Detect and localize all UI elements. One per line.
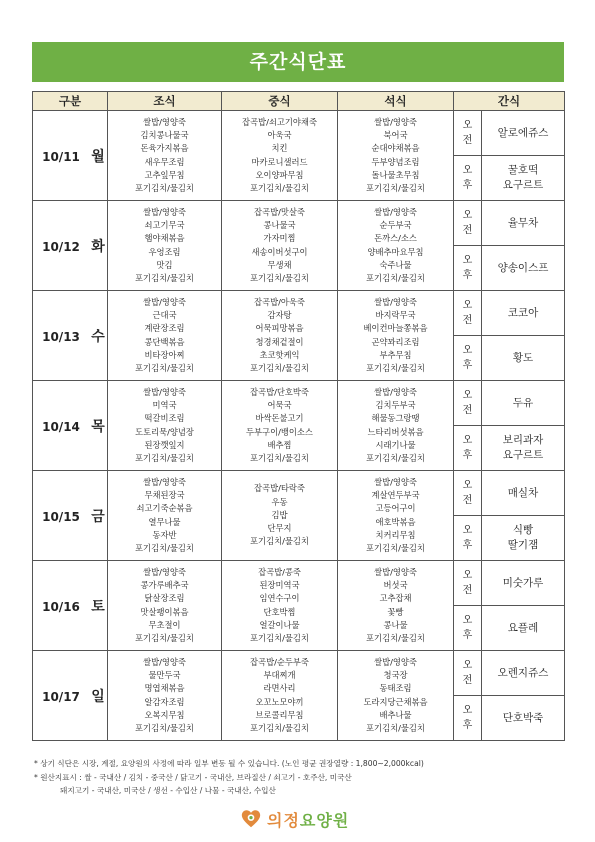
snack-pm-value xyxy=(482,156,565,201)
table-row xyxy=(33,201,565,246)
snack-pm-label xyxy=(454,156,482,201)
menu-item: 포기김치/물김치 xyxy=(250,182,309,193)
menu-item: 잡곡밥/타락죽 xyxy=(254,483,305,494)
menu-item: 미역국 xyxy=(152,400,177,411)
snack-am-label-line: 오 xyxy=(462,210,473,221)
snack-am-value xyxy=(482,471,565,516)
menu-item: 새우무조림 xyxy=(144,156,185,167)
weekday-label: 금 xyxy=(91,508,105,525)
note-line: * 원산지표시 : 쌀 - 국내산 / 김치 - 중국산 / 닭고기 - 국내산, 브라질산 / 쇠고기 - 호주산, 미국산 xyxy=(34,772,352,782)
menu-item: 쌀밥/영양죽 xyxy=(143,566,186,577)
menu-item: 무생채 xyxy=(267,259,292,270)
menu-item: 꿀호떡 xyxy=(507,164,539,176)
menu-item: 잡곡밥/콩죽 xyxy=(258,566,301,577)
menu-item: 맛살팽이볶음 xyxy=(140,606,189,617)
header-dinner: 석식 xyxy=(338,92,454,111)
snack-pm-label-line: 후 xyxy=(462,720,473,731)
table-row xyxy=(33,381,565,426)
snack-am-label-line: 전 xyxy=(462,315,473,326)
menu-item: 감자탕 xyxy=(267,310,292,321)
menu-item: 해물동그랑땡 xyxy=(371,413,420,424)
menu-item: 포기김치/물김치 xyxy=(366,362,425,373)
menu-item: 포기김치/물김치 xyxy=(250,536,309,547)
snack-pm-label-line: 오 xyxy=(462,615,473,626)
menu-item: 김밥 xyxy=(271,509,288,520)
menu-item: 잡곡밥/단호박죽 xyxy=(250,386,309,397)
table-row xyxy=(33,651,565,696)
date-label: 10/16 xyxy=(42,599,80,614)
lunch-cell xyxy=(222,471,338,561)
date-label: 10/12 xyxy=(42,239,80,254)
menu-item: 오이양파무침 xyxy=(255,169,304,180)
snack-am-label xyxy=(454,201,482,246)
breakfast-cell xyxy=(108,651,222,741)
logo-text-part1: 의정 xyxy=(267,810,300,830)
menu-item: 우엉조림 xyxy=(148,246,181,257)
menu-item: 두부양념조림 xyxy=(371,156,420,167)
menu-item: 비타장아찌 xyxy=(144,349,185,360)
table-row xyxy=(33,561,565,606)
snack-am-value xyxy=(482,561,565,606)
weekly-menu-table xyxy=(32,91,565,741)
menu-item: 김치두부국 xyxy=(375,400,416,411)
snack-am-label-line: 전 xyxy=(462,675,473,686)
menu-item: 꽃빵 xyxy=(387,606,404,617)
menu-item: 가자미찜 xyxy=(263,233,296,244)
menu-item: 단호박죽 xyxy=(502,711,544,724)
menu-item: 숙주나물 xyxy=(379,259,412,270)
menu-item: 버섯국 xyxy=(383,580,408,591)
snack-am-label-line: 오 xyxy=(462,570,473,581)
snack-am-label-line: 오 xyxy=(462,390,473,401)
menu-item: 아욱국 xyxy=(267,130,292,141)
menu-item: 명엽채볶음 xyxy=(144,683,185,694)
menu-item: 포기김치/물김치 xyxy=(135,452,194,463)
snack-am-label xyxy=(454,291,482,336)
menu-item: 김치콩나물국 xyxy=(140,130,189,141)
menu-item: 잡곡밥/순두부죽 xyxy=(250,656,309,667)
table-row xyxy=(33,291,565,336)
breakfast-cell xyxy=(108,291,222,381)
menu-item: 맛김 xyxy=(156,259,173,270)
menu-item: 포기김치/물김치 xyxy=(135,722,194,733)
menu-item: 양송이스프 xyxy=(497,261,549,274)
snack-am-label-line: 전 xyxy=(462,495,473,506)
menu-item: 도토리묵/양념장 xyxy=(135,426,194,437)
snack-pm-label-line: 오 xyxy=(462,345,473,356)
menu-item: 돈육가지볶음 xyxy=(140,143,189,154)
menu-item: 포기김치/물김치 xyxy=(366,632,425,643)
snack-am-label-line: 오 xyxy=(462,480,473,491)
snack-am-label xyxy=(454,471,482,516)
menu-item: 배추찜 xyxy=(267,439,292,450)
snack-am-label-line: 전 xyxy=(462,135,473,146)
dinner-cell xyxy=(338,561,454,651)
snack-pm-label-line: 오 xyxy=(462,435,473,446)
menu-item: 쇠고기무국 xyxy=(144,220,185,231)
menu-item: 쌀밥/영양죽 xyxy=(143,206,186,217)
menu-item: 포기김치/물김치 xyxy=(135,362,194,373)
snack-am-label xyxy=(454,651,482,696)
header-gubun: 구분 xyxy=(33,92,108,111)
menu-item: 알감자조림 xyxy=(144,696,185,707)
menu-item: 브로콜리무침 xyxy=(255,709,304,720)
menu-item: 두부구이/뱅이소스 xyxy=(246,426,313,437)
dinner-cell xyxy=(338,201,454,291)
menu-item: 쌀밥/영양죽 xyxy=(374,296,417,307)
menu-item: 포기김치/물김치 xyxy=(135,542,194,553)
date-cell xyxy=(33,201,108,291)
snack-am-label-line: 오 xyxy=(462,120,473,131)
date-label: 10/14 xyxy=(42,419,80,434)
menu-item: 오꼬노모야끼 xyxy=(255,696,304,707)
menu-item: 돌나물초무침 xyxy=(371,169,420,180)
breakfast-cell xyxy=(108,201,222,291)
menu-item: 햄야채볶음 xyxy=(144,233,185,244)
menu-item: 황도 xyxy=(512,351,534,364)
menu-item: 초코핫케익 xyxy=(259,349,300,360)
header-snack: 간식 xyxy=(454,92,565,111)
menu-item: 라면사리 xyxy=(263,683,296,694)
menu-item: 바싹돈불고기 xyxy=(255,413,304,424)
snack-am-label xyxy=(454,111,482,156)
menu-item: 오렌지쥬스 xyxy=(497,666,549,679)
menu-item: 포기김치/물김치 xyxy=(250,362,309,373)
date-cell xyxy=(33,651,108,741)
menu-item: 양배추마요무침 xyxy=(367,246,424,257)
note-line: 돼지고기 - 국내산, 미국산 / 생선 - 수입산 / 나물 - 국내산, 수입산 xyxy=(60,786,276,795)
menu-item: 보리과자 xyxy=(502,434,544,446)
facility-logo xyxy=(240,805,349,833)
menu-item: 요플레 xyxy=(507,621,539,634)
menu-item: 치커리무침 xyxy=(375,529,416,540)
menu-item: 닭살장조림 xyxy=(144,593,185,604)
date-cell xyxy=(33,111,108,201)
snack-pm-label-line: 오 xyxy=(462,705,473,716)
snack-pm-label-line: 후 xyxy=(462,180,473,191)
menu-item: 시래기나물 xyxy=(375,439,416,450)
snack-pm-value xyxy=(482,336,565,381)
menu-item: 쌀밥/영양죽 xyxy=(143,116,186,127)
logo-text-part2: 요양원 xyxy=(299,810,350,830)
menu-item: 쌀밥/영양죽 xyxy=(374,476,417,487)
weekday-label: 수 xyxy=(91,328,105,345)
menu-item: 돈까스/소스 xyxy=(374,233,417,244)
dinner-cell xyxy=(338,291,454,381)
menu-item: 어묵국 xyxy=(267,400,292,411)
menu-item: 치킨 xyxy=(271,143,288,154)
menu-item: 쇠고기죽순볶음 xyxy=(136,503,193,514)
snack-am-label xyxy=(454,381,482,426)
weekday-label: 목 xyxy=(91,418,105,435)
menu-item: 부추무침 xyxy=(379,349,412,360)
date-label: 10/15 xyxy=(42,509,80,524)
menu-item: 청경채겉절이 xyxy=(255,336,304,347)
logo-text xyxy=(267,808,349,831)
table-row xyxy=(33,111,565,156)
notes xyxy=(34,757,424,798)
menu-item: 콩나물 xyxy=(383,619,408,630)
menu-item: 된장미역국 xyxy=(259,580,300,591)
snack-am-label-line: 오 xyxy=(462,300,473,311)
menu-item: 쌀밥/영양죽 xyxy=(143,296,186,307)
header-breakfast: 조식 xyxy=(108,92,222,111)
menu-item: 딸기잼 xyxy=(507,539,539,551)
menu-item: 부대찌개 xyxy=(263,670,296,681)
menu-item: 청국장 xyxy=(383,670,408,681)
date-label: 10/11 xyxy=(42,149,80,164)
menu-item: 고등어구이 xyxy=(375,503,416,514)
menu-item: 계란장조림 xyxy=(144,323,185,334)
snack-am-value xyxy=(482,111,565,156)
menu-item: 쌀밥/영양죽 xyxy=(143,476,186,487)
dinner-cell xyxy=(338,471,454,561)
menu-item: 마카로니샐러드 xyxy=(251,156,308,167)
page-title: 주간식단표 xyxy=(32,42,564,82)
date-cell xyxy=(33,381,108,471)
breakfast-cell xyxy=(108,381,222,471)
menu-item: 잡곡밥/쇠고기야채죽 xyxy=(242,116,317,127)
menu-item: 쌀밥/영양죽 xyxy=(143,656,186,667)
menu-item: 잡곡밥/아욱죽 xyxy=(254,296,305,307)
menu-item: 애호박볶음 xyxy=(375,516,416,527)
menu-item: 바지락무국 xyxy=(375,310,416,321)
date-cell xyxy=(33,471,108,561)
snack-pm-value xyxy=(482,516,565,561)
menu-item: 계살연두부국 xyxy=(371,490,420,501)
lunch-cell xyxy=(222,111,338,201)
menu-item: 식빵 xyxy=(512,524,534,536)
snack-pm-value xyxy=(482,696,565,741)
snack-pm-value xyxy=(482,426,565,471)
menu-item: 잡곡밥/맛살죽 xyxy=(254,206,305,217)
menu-item: 느타리버섯볶음 xyxy=(367,426,424,437)
snack-am-label-line: 전 xyxy=(462,585,473,596)
snack-pm-label xyxy=(454,246,482,291)
weekday-label: 화 xyxy=(91,238,105,255)
snack-pm-label-line: 후 xyxy=(462,270,473,281)
menu-item: 베이컨마늘쫑볶음 xyxy=(363,323,428,334)
menu-item: 동자반 xyxy=(152,529,177,540)
menu-item: 쌀밥/영양죽 xyxy=(374,566,417,577)
snack-pm-label-line: 오 xyxy=(462,165,473,176)
date-label: 10/13 xyxy=(42,329,80,344)
breakfast-cell xyxy=(108,111,222,201)
snack-am-value xyxy=(482,651,565,696)
weekday-label: 토 xyxy=(91,598,105,615)
menu-item: 콩단백볶음 xyxy=(144,336,185,347)
menu-item: 쌀밥/영양죽 xyxy=(374,656,417,667)
menu-item: 미숫가루 xyxy=(502,576,544,589)
menu-item: 쌀밥/영양죽 xyxy=(374,206,417,217)
menu-item: 쌀밥/영양죽 xyxy=(374,116,417,127)
menu-item: 포기김치/물김치 xyxy=(366,182,425,193)
menu-item: 배추나물 xyxy=(379,709,412,720)
dinner-cell xyxy=(338,111,454,201)
snack-am-value xyxy=(482,201,565,246)
menu-item: 알로에쥬스 xyxy=(497,126,549,139)
menu-item: 무채된장국 xyxy=(144,490,185,501)
menu-item: 율무차 xyxy=(507,216,539,229)
lunch-cell xyxy=(222,651,338,741)
menu-item: 콩나물국 xyxy=(263,220,296,231)
menu-item: 무초절이 xyxy=(148,619,181,630)
breakfast-cell xyxy=(108,561,222,651)
menu-item: 임연수구이 xyxy=(259,593,300,604)
menu-item: 고추잎무침 xyxy=(144,169,185,180)
menu-item: 쌀밥/영양죽 xyxy=(143,386,186,397)
dinner-cell xyxy=(338,651,454,741)
snack-pm-label xyxy=(454,336,482,381)
snack-pm-label-line: 오 xyxy=(462,255,473,266)
menu-item: 북어국 xyxy=(383,130,408,141)
header-lunch: 중식 xyxy=(222,92,338,111)
snack-pm-label-line: 후 xyxy=(462,360,473,371)
menu-item: 단호박찜 xyxy=(263,606,296,617)
menu-item: 오복지무침 xyxy=(144,709,185,720)
dinner-cell xyxy=(338,381,454,471)
date-cell xyxy=(33,291,108,381)
menu-item: 포기김치/물김치 xyxy=(250,272,309,283)
menu-item: 포기김치/물김치 xyxy=(250,722,309,733)
menu-item: 포기김치/물김치 xyxy=(366,722,425,733)
menu-item: 포기김치/물김치 xyxy=(135,632,194,643)
snack-pm-label-line: 후 xyxy=(462,630,473,641)
snack-pm-label-line: 후 xyxy=(462,450,473,461)
snack-pm-value xyxy=(482,606,565,651)
menu-item: 코코아 xyxy=(507,306,539,319)
snack-am-label-line: 오 xyxy=(462,660,473,671)
menu-item: 포기김치/물김치 xyxy=(366,542,425,553)
snack-pm-label xyxy=(454,516,482,561)
menu-item: 요구르트 xyxy=(502,179,544,191)
menu-item: 요구르트 xyxy=(502,449,544,461)
lunch-cell xyxy=(222,561,338,651)
menu-item: 도라지당근채볶음 xyxy=(363,696,428,707)
menu-item: 근대국 xyxy=(152,310,177,321)
menu-item: 포기김치/물김치 xyxy=(135,272,194,283)
snack-pm-label-line: 후 xyxy=(462,540,473,551)
menu-item: 순두부국 xyxy=(379,220,412,231)
lunch-cell xyxy=(222,381,338,471)
menu-item: 쌀밥/영양죽 xyxy=(374,386,417,397)
date-label: 10/17 xyxy=(42,689,80,704)
menu-item: 된장깻잎지 xyxy=(144,439,185,450)
menu-item: 포기김치/물김치 xyxy=(366,272,425,283)
snack-am-label xyxy=(454,561,482,606)
menu-item: 곤약꽈리조림 xyxy=(371,336,420,347)
menu-item: 어묵피망볶음 xyxy=(255,323,304,334)
menu-item: 두유 xyxy=(512,396,534,409)
snack-am-label-line: 전 xyxy=(462,225,473,236)
menu-item: 단무지 xyxy=(267,523,292,534)
menu-item: 얼갈이나물 xyxy=(259,619,300,630)
menu-item: 매실차 xyxy=(507,486,539,499)
menu-item: 콩가루배추국 xyxy=(140,580,189,591)
menu-item: 열무나물 xyxy=(148,516,181,527)
note-line: * 상기 식단은 시장, 계절, 요양원의 사정에 따라 일부 변동 될 수 있습니다. (노인 평균 권장열량 : 1,800~2,000kcal) xyxy=(34,759,424,768)
snack-pm-value xyxy=(482,246,565,291)
menu-item: 포기김치/물김치 xyxy=(135,182,194,193)
snack-am-value xyxy=(482,291,565,336)
lunch-cell xyxy=(222,201,338,291)
snack-pm-label xyxy=(454,606,482,651)
snack-am-label-line: 전 xyxy=(462,405,473,416)
snack-pm-label xyxy=(454,426,482,471)
snack-pm-label xyxy=(454,696,482,741)
menu-item: 고추잡채 xyxy=(379,593,412,604)
date-cell xyxy=(33,561,108,651)
weekday-label: 월 xyxy=(91,148,105,165)
table-header-row xyxy=(33,92,565,111)
menu-item: 떡갈비조림 xyxy=(144,413,185,424)
lunch-cell xyxy=(222,291,338,381)
menu-item: 동태조림 xyxy=(379,683,412,694)
snack-pm-label-line: 오 xyxy=(462,525,473,536)
menu-item: 새송이버섯구이 xyxy=(251,246,308,257)
menu-item: 포기김치/물김치 xyxy=(250,452,309,463)
weekday-label: 일 xyxy=(91,688,105,705)
snack-am-value xyxy=(482,381,565,426)
menu-item: 물만두국 xyxy=(148,670,181,681)
menu-item: 포기김치/물김치 xyxy=(250,632,309,643)
heart-logo-icon xyxy=(240,808,262,830)
breakfast-cell xyxy=(108,471,222,561)
menu-item: 포기김치/물김치 xyxy=(366,452,425,463)
menu-item: 순대야채볶음 xyxy=(371,143,420,154)
table-row xyxy=(33,471,565,516)
menu-item: 우동 xyxy=(271,496,288,507)
